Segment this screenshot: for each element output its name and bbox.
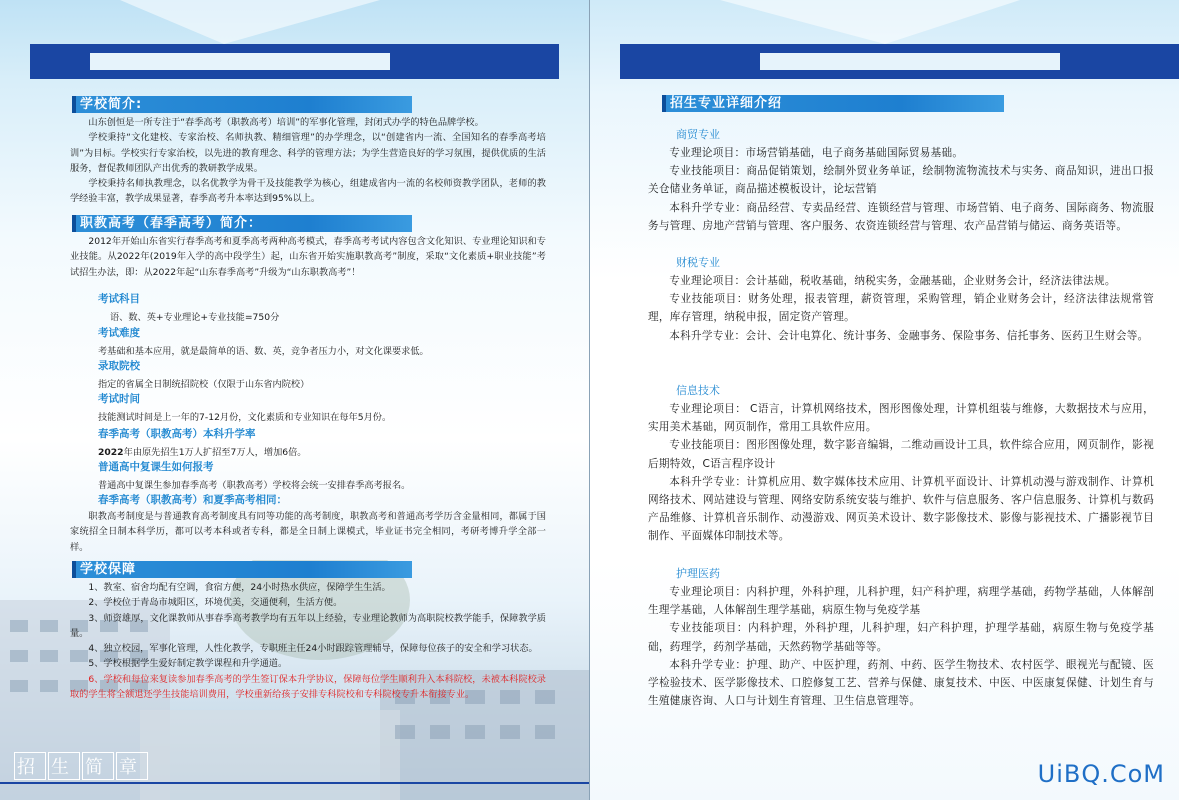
major-name-nursing: 护理医药 <box>676 567 720 580</box>
major-paragraph: 专业技能项目：商品促销策划，绘制外贸业务单证，绘制物流物流技术与实务、商品知识，进出口报关仓储业务单证，商品描述模板设计，论坛营销 <box>648 165 1154 196</box>
vocational-text: 2012年开始山东省实行春季高考和夏季高考两种高考模式，春季高考考试内容包含文化知识、专业理论知识和专业技能。从2022年(2019年入学的高中段学生）起，山东省开始实施职教高考”制度，采取“文化素质+职业技能”考试招生办法，即：从2022年起“山东春季高考”升级为“山东职教高考”！ <box>70 236 546 278</box>
major-name-commerce: 商贸专业 <box>676 128 720 141</box>
top-banner-bar <box>30 44 559 79</box>
intro-paragraph: 学校秉持名师执教理念，以名优教学为骨干及技能教学为核心，组建成省内一流的名校师资教学团队，老师的教学经验丰富，教学成果显著，春季高考升本率达到95%以上。 <box>70 178 546 205</box>
brochure-brand-mark <box>14 752 150 780</box>
guarantee-item: 5、学校根据学生爱好制定教学课程和升学通道。 <box>88 658 288 670</box>
major-paragraph: 专业技能项目：图形图像处理，数字影音编辑，二维动画设计工具，软件综合应用，网页制作，影视后期特效，C语言程序设计 <box>648 439 1154 470</box>
exam-difficulty-heading: 考试难度 <box>98 327 140 339</box>
intro-text <box>70 115 546 207</box>
section-title-bar <box>72 215 76 232</box>
major-finance-text <box>648 272 1154 345</box>
guarantee-item: 1、教室、宿舍均配有空调，食宿方便，24小时热水供应，保障学生生活。 <box>88 582 391 593</box>
brand-char: 招 <box>14 752 46 780</box>
top-banner-highlight <box>760 53 1060 70</box>
right-page <box>590 0 1179 800</box>
section-title-bar <box>662 95 666 112</box>
major-nursing-text <box>648 583 1154 710</box>
major-paragraph: 本科升学专业：商品经营、专卖品经营、连锁经营与管理、市场营销、电子商务、国际商务、物流服务与管理、房地产营销与管理、客户服务、农资连锁经营与管理、农产品营销与储运、商务英语等。 <box>648 201 1154 232</box>
section-title-vocational: 职教高考（春季高考）简介： <box>72 215 412 232</box>
top-banner-highlight <box>90 53 390 70</box>
major-paragraph: 专业理论项目：会计基础，税收基础，纳税实务，金融基础，企业财务会计，经济法律法规。 <box>669 275 1116 287</box>
major-paragraph: 专业技能项目：财务处理，报表管理，薪资管理，采购管理，销企业财务会计，经济法律法规常管理，库存管理，纳税申报，固定资产管理。 <box>648 293 1154 324</box>
repeat-student-heading: 普通高中复课生如何报考 <box>98 461 214 473</box>
repeat-student-text: 普通高中复课生参加春季高考（职教高考）学校将会统一安排春季高考报名。 <box>98 480 411 491</box>
bottom-rule <box>0 782 589 784</box>
intro-paragraph: 山东创恒是一所专注于“春季高考（职教高考）培训”的军事化管理，封闭式办学的特色品牌学校。 <box>88 117 484 128</box>
exam-difficulty-text: 考基础和基本应用，就是最简单的语、数、英，竞争者压力小，对文化课要求低。 <box>98 346 429 357</box>
exam-subjects-text: 语、数、英+专业理论+专业技能=750分 <box>110 312 280 323</box>
decorative-shard <box>120 0 380 44</box>
major-paragraph: 本科升学专业：计算机应用、数字媒体技术应用、计算机平面设计、计算机动漫与游戏制作、计算机网络技术、网站建设与管理、网络安防系统安装与维护、软件与信息服务、客户信息服务、计算机与数码产品维修、计算机音乐制作、动漫游戏、网页美术设计、数字影像技术、影像与影视技术、广播影视节目制作、平面媒体印制技术等。 <box>648 475 1154 543</box>
same-as-summer-heading: 春季高考（职教高考）和夏季高考相同： <box>98 494 287 506</box>
section-title-majors: 招生专业详细介绍 <box>662 95 1004 112</box>
major-paragraph: 专业技能项目：内科护理，外科护理，儿科护理，妇产科护理，护理学基础，病原生物与免疫学基础，药理学，药剂学基础，天然药物学基础等等。 <box>648 622 1154 653</box>
intro-paragraph: 学校秉持“文化建校、专家治校、名师执教、精细管理”的办学理念，以“创建省内一流、全国知名的春季高考培训”为目标。学校实行专家治校，以先进的教育理念、科学的管理方法；为学生营造良好的学习氛围，提供优质的生活服务，督促教师团队产出优秀的教研教学成果。 <box>70 132 546 174</box>
major-commerce-text <box>648 144 1154 235</box>
guarantee-list <box>70 580 546 702</box>
guarantee-item: 4、独立校园，军事化管理，人性化教学，专职班主任24小时跟踪管理辅导，保障每位孩子的安全和学习状态。 <box>88 643 538 655</box>
section-title-bar <box>72 96 76 113</box>
major-name-finance: 财税专业 <box>676 256 720 269</box>
admission-rate-year: 2022 <box>98 447 124 458</box>
exam-time-text: 技能测试时间是上一年的7-12月份，文化素质和专业知识在每年5月份。 <box>98 412 392 423</box>
top-banner-bar <box>620 44 1179 79</box>
major-paragraph: 专业理论项目： C语言，计算机网络技术，图形图像处理，计算机组装与维修，大数据技术与应用，实用美术基础，网页制作，常用工具软件应用。 <box>648 403 1154 434</box>
site-watermark: UiBQ.CoM <box>1037 760 1165 788</box>
brand-char: 章 <box>116 752 148 780</box>
major-paragraph: 本科升学专业：护理、助产、中医护理，药剂、中药、医学生物技术、农村医学、眼视光与配镜、医学检验技术、医学影像技术、口腔修复工艺、营养与保健、康复技术、中医、中医康复保健、计划生育与生殖健康咨询、人口与计划生育管理、卫生信息管理等。 <box>648 658 1154 708</box>
major-name-it: 信息技术 <box>676 384 720 397</box>
section-title-bar <box>72 561 76 578</box>
admission-schools-heading: 录取院校 <box>98 360 140 372</box>
major-paragraph: 专业理论项目：市场营销基础，电子商务基础国际贸易基础。 <box>669 147 964 159</box>
major-paragraph: 本科升学专业：会计、会计电算化、统计事务、金融事务、保险事务、信托事务、医药卫生财会等。 <box>669 329 1149 342</box>
section-title-guarantee: 学校保障 <box>72 561 412 578</box>
guarantee-item: 3、师资雄厚，文化课教师从事春季高考教学均有五年以上经验，专业理论教师为高职院校教学能手，保障教学质量。 <box>70 612 546 639</box>
major-it-text <box>648 400 1154 546</box>
section-title-intro: 学校简介: <box>72 96 412 113</box>
admission-rate-text <box>98 444 307 458</box>
guarantee-item: 2、学校位于青岛市城阳区，环境优美，交通便利，生活方便。 <box>88 597 343 609</box>
same-as-summer-text: 职教高考制度是与普通教育高考制度具有同等功能的高考制度，职教高考和普通高考学历含金量相同，都属于国家统招全日制本科学历，都可以考本科或者专科，都是全日制上课模式，毕业证书完全相同，考研考博升学全部一样。 <box>70 511 546 553</box>
exam-time-heading: 考试时间 <box>98 393 140 405</box>
guarantee-item-highlight: 6、学校和每位来复读参加春季高考的学生签订保本升学协议，保障每位学生顺利升入本科院校，未被本科院校录取的学生将全额退还学生技能培训费用，学校重新给孩子安排专科院校和专科院校专升本衔接专业。 <box>70 673 546 701</box>
brand-char: 简 <box>82 752 114 780</box>
exam-subjects-heading: 考试科目 <box>98 293 140 305</box>
brand-char: 生 <box>48 752 80 780</box>
decorative-shard <box>720 0 1020 44</box>
admission-rate-body: 年由原先招生1万人扩招至7万人，增加6倍。 <box>123 447 307 458</box>
major-paragraph: 专业理论项目：内科护理，外科护理，儿科护理，妇产科护理，病理学基础，药物学基础，人体解剖生理学基础，人体解剖生理学基础，病原生物与免疫学基 <box>648 586 1154 617</box>
admission-rate-heading: 春季高考（职教高考）本科升学率 <box>98 428 256 440</box>
admission-schools-text: 指定的省属全日制统招院校（仅限于山东省内院校） <box>98 379 310 390</box>
